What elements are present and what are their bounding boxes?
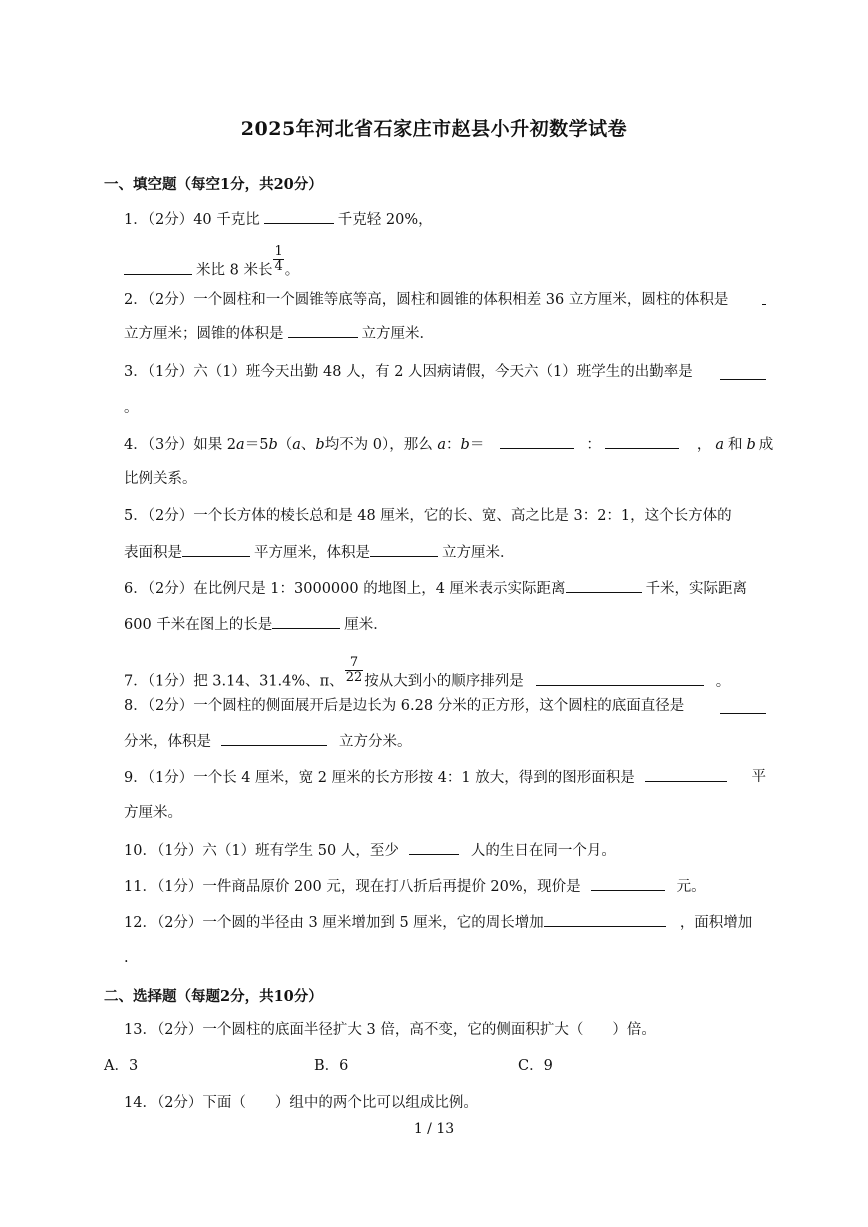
answer-blank[interactable] [264,209,334,224]
question-11-line: 11．（1分）一件商品原价 200 元，现在打八折后再提价 20%，现价是 元。 [124,876,766,897]
answer-blank[interactable] [566,578,642,593]
question-4-line-1: 4．（3分）如果 2a＝5b（a、b均不为 0），那么 a：b＝ ： ， a 和 b 成 [124,434,766,455]
question-12-line-2: . [124,950,129,966]
fraction-seven-twenty-seconds: $\frac{7}{22}$ [345,655,363,685]
answer-blank[interactable] [536,671,704,686]
question-5-line-2: 表面积是 平方厘米，体积是 立方厘米． [124,542,766,563]
question-5-line-1: 5．（2分）一个长方体的棱长总和是 48 厘米，它的长、宽、高之比是 3：2：1，这个长方体的 [124,508,732,524]
question-1-line-1: 1．（2分）40 千克比 千克轻 20%， [124,209,766,230]
option-b[interactable]: B．6 [314,1058,349,1074]
answer-blank[interactable] [720,699,766,714]
answer-blank[interactable] [762,296,766,305]
answer-blank[interactable] [182,542,250,557]
question-6-line-1: 6．（2分）在比例尺是 1：3000000 的地图上，4 厘米表示实际距离 千米，实际距离 [124,578,766,599]
question-3-line-1: 3．（1分）六（1）班今天出勤 48 人，有 2 人因病请假，今天六（1）班学生的出勤率是 [124,362,766,382]
answer-blank[interactable] [409,840,459,855]
question-3-line-2: 。 [124,400,139,416]
question-7-line: 7．（1分）把 3.14、31.4%、π、 $\frac{7}{22}$ 按从大到小的顺序排列是 。 [124,655,731,690]
section-heading-fill-blank: 一、填空题（每空1分，共20分） [104,176,323,193]
question-8-line-1: 8．（2分）一个圆柱的侧面展开后是边长为 6.28 分米的正方形，这个圆柱的底面直径是 [124,696,766,716]
answer-blank[interactable] [124,260,192,275]
answer-blank[interactable] [370,542,438,557]
question-10-line: 10．（1分）六（1）班有学生 50 人，至少 人的生日在同一个月。 [124,840,766,861]
answer-blank[interactable] [288,323,358,338]
answer-blank[interactable] [605,434,679,449]
answer-blank[interactable] [544,912,666,927]
option-c[interactable]: C．9 [518,1058,553,1074]
question-14-line: 14．（2分）下面（ ）组中的两个比可以组成比例。 [124,1095,478,1111]
question-2-line-1: 2．（2分）一个圆柱和一个圆锥等底等高，圆柱和圆锥的体积相差 36 立方厘米，圆柱的体积是 [124,290,766,310]
question-13-line: 13．（2分）一个圆柱的底面半径扩大 3 倍，高不变，它的侧面积扩大（ ）倍。 [124,1022,656,1038]
answer-blank[interactable] [645,767,727,782]
question-12-line-1: 12．（2分）一个圆的半径由 3 厘米增加到 5 厘米，它的周长增加 ，面积增加 [124,912,766,933]
answer-blank[interactable] [591,876,665,891]
question-8-line-2: 分米，体积是 立方分米。 [124,731,766,752]
answer-blank[interactable] [500,434,574,449]
question-9-line-2: 方厘米。 [124,805,182,821]
question-4-line-2: 比例关系。 [124,471,197,487]
question-6-line-2: 600 千米在图上的长是 厘米． [124,614,766,635]
answer-blank[interactable] [221,731,327,746]
question-2-line-2: 立方厘米；圆锥的体积是 立方厘米． [124,323,766,344]
question-1-line-2: 米比 8 米长 $\frac{1}{4}$ 。 [124,256,766,285]
answer-blank[interactable] [720,365,766,380]
option-a[interactable]: A．3 [104,1058,139,1074]
answer-blank[interactable] [272,614,340,629]
section-heading-multiple-choice: 二、选择题（每题2分，共10分） [104,988,323,1005]
page-title: 2025年河北省石家庄市赵县小升初数学试卷 [240,118,628,140]
fraction-one-quarter: $\frac{1}{4}$ [274,244,283,274]
question-9-line-1: 9．（1分）一个长 4 厘米，宽 2 厘米的长方形按 4：1 放大，得到的图形面积是 平 [124,769,766,786]
page-number: 1 / 13 [413,1121,455,1137]
